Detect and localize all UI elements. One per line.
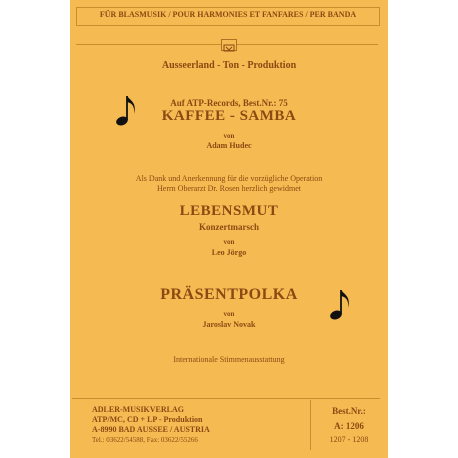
publisher-name: ADLER-MUSIKVERLAG (92, 405, 185, 414)
piece3-title: PRÄSENTPOLKA (160, 286, 298, 303)
piece2-composer: Leo Jörgo (211, 248, 247, 257)
piece1-title: KAFFEE - SAMBA (161, 108, 297, 124)
piece2-von: von (223, 238, 235, 246)
piece3-composer: Jaroslav Novak (202, 320, 256, 329)
piece1-composer: Adam Hudec (206, 141, 252, 150)
publisher-contact: Tel.: 03622/54588, Fax: 03622/55266 (92, 436, 198, 444)
dedication-line1: Als Dank und Anerkennung für die vorzügliche Operation (135, 174, 323, 183)
piece2-title: LEBENSMUT (179, 203, 279, 219)
instrumentation: Internationale Stimmenausstattung (173, 355, 285, 364)
piece1-von: von (223, 132, 235, 140)
order-number: A: 1206 (334, 421, 364, 431)
record-info: Auf ATP-Records, Best.Nr.: 75 (170, 98, 288, 108)
publisher-line2: ATP/MC, CD + LP - Produktion (92, 415, 203, 424)
dedication-line2: Herrn Oberarzt Dr. Rosen herzlich gewidmet (157, 184, 301, 193)
publisher-logo-icon (221, 39, 237, 51)
producer-line: Ausseerland - Ton - Produktion (161, 60, 297, 71)
banner-text: FÜR BLASMUSIK / POUR HARMONIES ET FANFARES / PER BANDA (99, 10, 357, 19)
footer-divider (310, 400, 311, 450)
top-banner (76, 7, 380, 26)
order-label: Best.Nr.: (332, 406, 366, 416)
piece2-subtitle: Konzertmarsch (199, 222, 259, 232)
order-range: 1207 - 1208 (329, 435, 369, 444)
publisher-line3: A-8990 BAD AUSSEE / AUSTRIA (92, 425, 210, 434)
cover-page (70, 0, 388, 458)
piece3-von: von (223, 310, 235, 318)
